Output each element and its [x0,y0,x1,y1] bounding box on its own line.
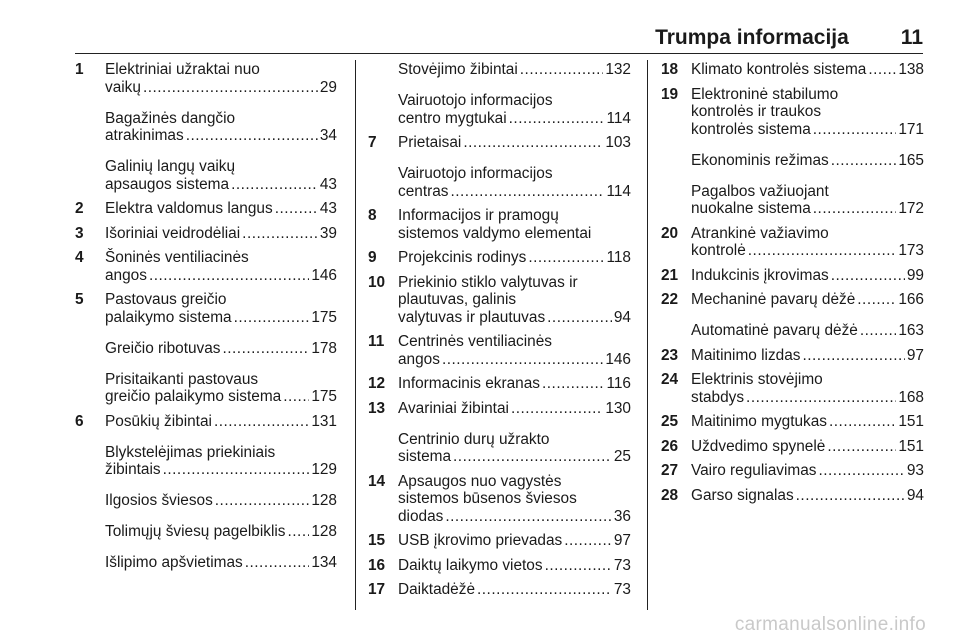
page-reference-link[interactable]: 103 [605,134,631,151]
entry-text: Indukcinis įkrovimas [691,266,829,284]
page-reference-link[interactable]: 166 [898,291,924,308]
page-reference-link[interactable]: 99 [906,266,924,284]
entry-text: Maitinimo lizdas [691,346,801,364]
item-number: 12 [368,375,386,392]
index-entry [75,291,337,326]
entry-text: vaikų [105,78,141,96]
entry-text: Ekonominis režimas [691,151,829,169]
page-reference-link[interactable]: 118 [606,249,631,266]
leader-dots [829,413,896,431]
entry-text: USB įkrovimo prievadas [398,532,563,549]
entry-text: Elektra valdomus langus [105,200,273,217]
index-entry [75,110,337,145]
page-reference-link[interactable]: 151 [898,413,924,430]
page-reference-link[interactable]: 36 [613,507,631,525]
entry-text: kontrolė [691,242,746,259]
page-reference-link[interactable]: 73 [613,556,631,574]
leader-dots [231,176,318,194]
leader-dots [818,462,904,480]
index-entry [368,431,631,466]
page-reference-link[interactable]: 43 [319,175,337,193]
index-entry [368,61,631,79]
leader-dots [813,121,897,139]
item-number: 21 [661,266,679,284]
index-entry [75,200,337,218]
index-entry [661,225,924,260]
item-number: 17 [368,581,386,598]
entry-text: angos [398,350,440,368]
entry-text: Avariniai žibintai [398,399,509,417]
page-reference-link[interactable]: 97 [613,532,631,549]
index-entry [661,438,924,456]
index-entry [368,473,631,526]
page-reference-link[interactable]: 34 [319,127,337,144]
index-entry [661,413,924,431]
entry-text: Bagažinės dangčio [105,109,236,127]
entry-text: centras [398,182,449,200]
leader-dots [163,461,310,479]
page-reference-link[interactable]: 173 [898,242,924,259]
leader-dots [813,200,897,218]
entry-text: Daiktadėžė [398,581,475,598]
item-number: 7 [368,134,377,151]
leader-dots [234,309,310,327]
entry-text: Pagalbos važiuojant [691,182,829,200]
item-number: 24 [661,371,679,388]
index-entry [661,86,924,139]
page-reference-link[interactable]: 43 [319,200,337,217]
page-reference-link[interactable]: 178 [311,339,337,357]
entry-text: Galinių langų vaikų [105,158,236,175]
leader-dots [149,267,309,285]
page-reference-link[interactable]: 97 [906,346,924,364]
page-reference-link[interactable]: 116 [606,375,631,392]
page-reference-link[interactable]: 171 [898,120,924,138]
entry-text: Klimato kontrolės sistema [691,61,867,78]
item-number: 10 [368,273,386,291]
item-number: 23 [661,346,679,364]
page-title: Trumpa informacija [655,26,849,49]
item-number: 6 [75,412,84,430]
column-divider [647,60,648,610]
entry-text: Automatinė pavarų dėžė [691,322,858,339]
item-number: 20 [661,224,679,242]
index-entry [75,371,337,406]
entry-text: Vairuotojo informacijos [398,165,553,182]
page-reference-link[interactable]: 132 [605,61,631,78]
leader-dots [442,351,603,369]
item-number: 4 [75,249,84,266]
entry-text: Ilgosios šviesos [105,492,213,509]
leader-dots [275,200,318,218]
entry-text: Centrinės ventiliacinės [398,333,552,350]
leader-dots [283,388,309,406]
leader-dots [186,127,318,145]
entry-text: diodas [398,507,444,525]
item-number: 1 [75,61,84,78]
leader-dots [450,183,604,201]
leader-dots [831,152,897,170]
index-entry [75,225,337,243]
watermark: carmanualsonline.info [734,614,926,635]
index-column-2 [368,61,631,599]
page-reference-link[interactable]: 128 [311,523,337,540]
page-reference-link[interactable]: 134 [311,554,337,571]
leader-dots [831,267,905,285]
entry-text: Informacijos ir pramogų [398,207,559,224]
page-reference-link[interactable]: 151 [898,437,924,455]
index-entry [661,462,924,480]
page-reference-link[interactable]: 130 [605,399,631,417]
page-reference-link[interactable]: 29 [319,78,337,96]
leader-dots [245,554,310,572]
entry-text: angos [105,266,147,284]
entry-text: Stovėjimo žibintai [398,61,518,78]
entry-text: sistemos būsenos šviesos [398,490,577,507]
leader-dots [520,61,604,79]
item-number: 8 [368,207,377,224]
leader-dots [215,492,310,510]
page-reference-link[interactable]: 93 [906,462,924,479]
index-entry [368,557,631,575]
entry-text: sistema [398,448,452,465]
entry-text: Elektroninė stabilumo [691,85,839,103]
entry-text: plautuvas, galinis [398,291,517,308]
index-entry [368,274,631,327]
index-entry [368,333,631,368]
item-number: 11 [368,333,385,350]
leader-dots [222,340,309,358]
leader-dots [242,225,318,243]
page-reference-link[interactable]: 114 [606,109,631,127]
item-number: 2 [75,200,84,217]
entry-text: palaikymo sistema [105,308,232,326]
index-entry [75,492,337,510]
entry-text: atrakinimas [105,127,184,144]
page-reference-link[interactable]: 138 [898,61,924,78]
entry-text: Pastovaus greičio [105,291,227,308]
entry-text: Garso signalas [691,486,794,504]
page-reference-link[interactable]: 163 [898,322,924,339]
item-number: 25 [661,413,679,430]
leader-dots [545,557,612,575]
index-entry [661,371,924,406]
entry-text: Informacinis ekranas [398,375,540,392]
page-reference-link[interactable]: 73 [613,581,631,598]
item-number: 28 [661,486,679,504]
leader-dots [796,487,905,505]
entry-text: Tolimųjų šviesų pagelbiklis [105,523,286,540]
item-number: 27 [661,462,679,479]
entry-text: Elektrinis stovėjimo [691,371,823,388]
index-entry [368,375,631,393]
item-number: 14 [368,472,386,490]
index-entry [75,249,337,284]
index-entry [75,523,337,541]
index-entry [368,532,631,550]
item-number: 5 [75,291,84,308]
page-reference-link[interactable]: 114 [606,182,631,200]
leader-dots [860,322,896,340]
column-divider [355,60,356,610]
leader-dots [477,581,612,599]
header-rule [75,53,923,54]
leader-dots [288,523,310,541]
item-number: 16 [368,556,386,574]
entry-text: Mechaninė pavarų dėžė [691,291,856,308]
entry-text: žibintais [105,461,161,478]
leader-dots [509,110,605,128]
item-number: 18 [661,61,679,78]
index-entry [75,61,337,96]
entry-text: Posūkių žibintai [105,412,212,430]
item-number: 3 [75,224,84,242]
index-entry [661,291,924,309]
leader-dots [857,291,896,309]
item-number: 15 [368,532,386,549]
leader-dots [214,413,309,431]
page-reference-link[interactable]: 94 [613,308,631,326]
leader-dots [511,400,603,418]
item-number: 13 [368,399,386,417]
entry-text: apsaugos sistema [105,175,230,193]
entry-text: kontrolės ir traukos [691,103,822,120]
index-entry [75,554,337,572]
leader-dots [547,309,612,327]
page-reference-link[interactable]: 131 [311,412,337,430]
page-reference-link[interactable]: 146 [605,350,631,368]
entry-text: valytuvas ir plautuvas [398,308,546,326]
entry-text: Vairuotojo informacijos [398,92,553,109]
index-entry [661,347,924,365]
page-reference-link[interactable]: 172 [898,200,924,217]
page-reference-link[interactable]: 39 [319,224,337,242]
page-reference-link[interactable]: 175 [311,308,337,326]
entry-text: stabdys [691,388,745,406]
entry-text: Elektriniai užraktai nuo [105,61,260,78]
index-entry [661,152,924,170]
index-entry [75,158,337,193]
entry-text: greičio palaikymo sistema [105,388,282,405]
leader-dots [802,347,904,365]
index-entry [661,322,924,340]
leader-dots [143,79,318,97]
index-entry [368,249,631,267]
entry-text: Apsaugos nuo vagystės [398,472,562,490]
leader-dots [542,375,604,393]
leader-dots [827,438,896,456]
index-entry [661,487,924,505]
index-column-3 [661,61,924,504]
entry-text: Maitinimo mygtukas [691,413,827,430]
entry-text: nuokalne sistema [691,200,811,217]
index-entry [661,61,924,79]
leader-dots [463,134,603,152]
entry-text: Priekinio stiklo valytuvas ir [398,273,578,291]
page-number: 11 [900,26,923,49]
entry-text: Greičio ribotuvas [105,339,221,357]
index-entry [368,92,631,127]
item-number: 19 [661,85,679,103]
page-reference-link[interactable]: 165 [898,151,924,169]
index-entry [368,400,631,418]
entry-text: Vairo reguliavimas [691,462,817,479]
page-reference-link[interactable]: 175 [311,388,337,405]
page-reference-link[interactable]: 25 [613,448,631,465]
entry-text: Centrinio durų užrakto [398,430,550,448]
index-entry [368,207,631,242]
index-entry [75,340,337,358]
page-reference-link[interactable]: 146 [311,266,337,284]
entry-text: Blykstelėjimas priekiniais [105,443,276,461]
index-entry [368,165,631,200]
leader-dots [746,389,896,407]
entry-text: Uždvedimo spynelė [691,437,826,455]
index-column-1 [75,61,337,572]
entry-text: sistemos valdymo elementai [398,224,592,242]
entry-text: Išoriniai veidrodėliai [105,224,241,242]
entry-text: Prietaisai [398,134,462,151]
index-entry [75,444,337,479]
leader-dots [445,508,612,526]
page-reference-link[interactable]: 168 [898,388,924,406]
entry-text: centro mygtukai [398,109,507,127]
page-reference-link[interactable]: 94 [906,486,924,504]
entry-text: Projekcinis rodinys [398,249,527,266]
entry-text: Daiktų laikymo vietos [398,556,543,574]
entry-text: Šoninės ventiliacinės [105,249,249,266]
item-number: 22 [661,291,679,308]
leader-dots [453,448,612,466]
index-entry [368,134,631,152]
index-entry [661,183,924,218]
entry-text: Prisitaikanti pastovaus [105,370,259,388]
index-entry [75,413,337,431]
leader-dots [868,61,896,79]
entry-text: Išlipimo apšvietimas [105,554,243,571]
entry-text: Atrankinė važiavimo [691,224,829,242]
index-entry [368,581,631,599]
index-entry [661,267,924,285]
leader-dots [528,249,604,267]
leader-dots [564,532,612,550]
entry-text: kontrolės sistema [691,120,811,138]
page-reference-link[interactable]: 129 [311,461,337,478]
leader-dots [748,242,897,260]
page-reference-link[interactable]: 128 [311,492,337,509]
item-number: 9 [368,249,377,266]
page-header [75,24,923,52]
item-number: 26 [661,437,679,455]
